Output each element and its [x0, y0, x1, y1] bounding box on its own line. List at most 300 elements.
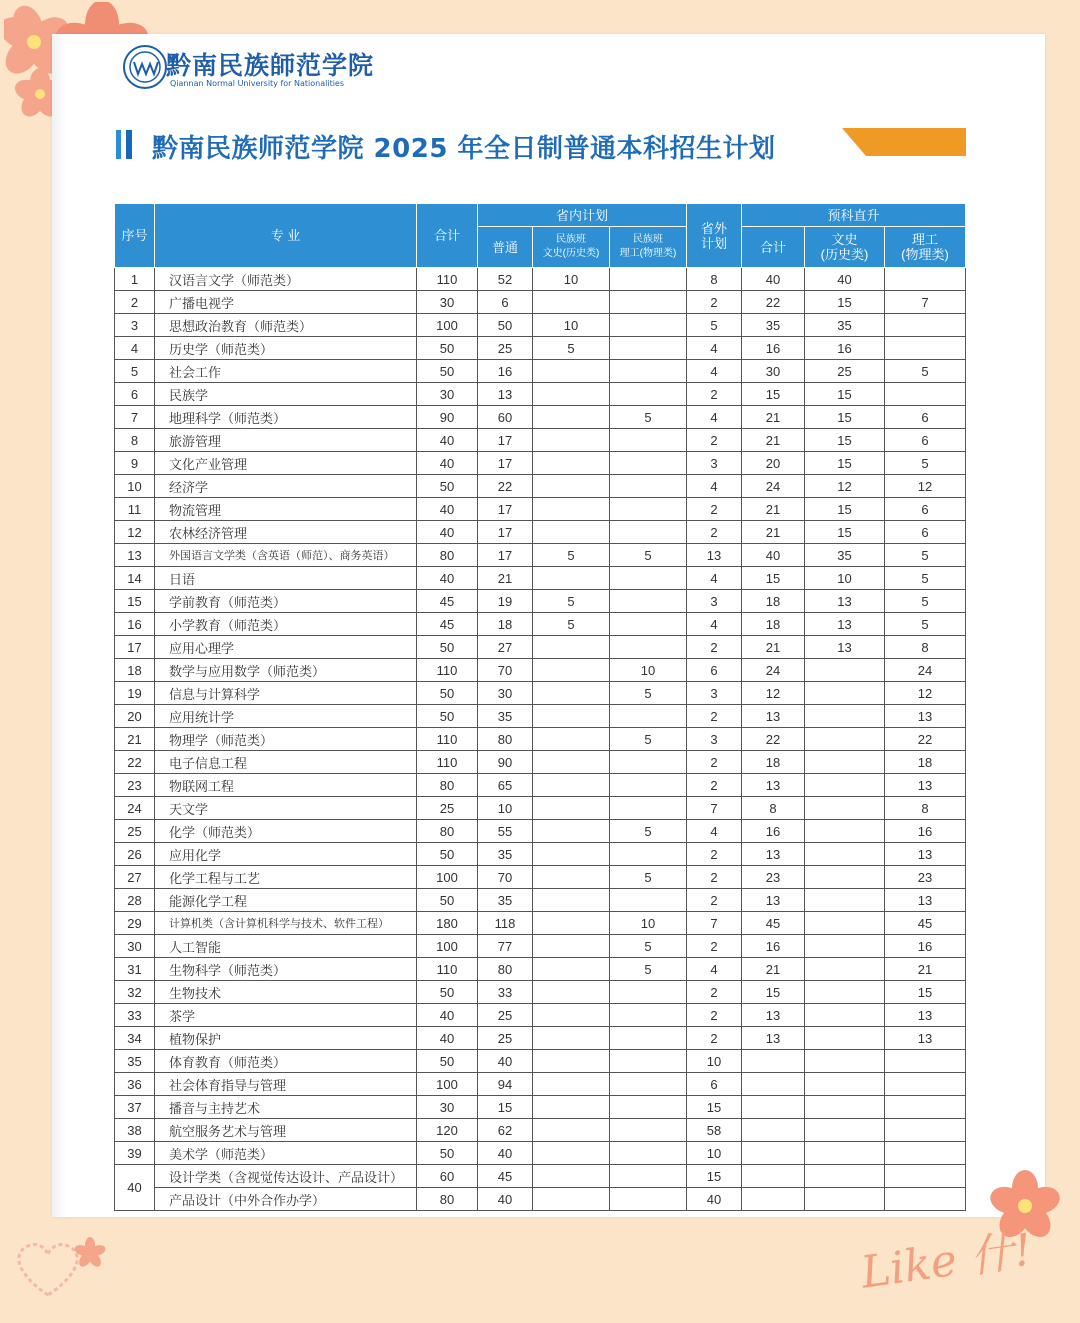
cell-sci [610, 1027, 687, 1050]
table-row [115, 820, 966, 843]
cell-pa [805, 958, 885, 981]
cell-ps [885, 1096, 966, 1119]
cell-seq: 38 [115, 1119, 155, 1142]
cell-major: 旅游管理 [155, 429, 417, 452]
cell-ps [885, 268, 966, 291]
cell-pt: 30 [742, 360, 805, 383]
cell-major: 航空服务艺术与管理 [155, 1119, 417, 1142]
cell-major: 社会体育指导与管理 [155, 1073, 417, 1096]
header-prep-arts-line2: (历史类) [820, 247, 869, 262]
cell-ps: 6 [885, 521, 966, 544]
cell-ps: 24 [885, 659, 966, 682]
cell-pt: 20 [742, 452, 805, 475]
cell-major: 社会工作 [155, 360, 417, 383]
cell-regular: 80 [478, 958, 533, 981]
cell-ps [885, 314, 966, 337]
cell-major: 地理科学（师范类） [155, 406, 417, 429]
table-row [115, 912, 966, 935]
cell-out: 4 [687, 820, 742, 843]
cell-regular: 40 [478, 1188, 533, 1211]
cell-out: 2 [687, 291, 742, 314]
cell-pa [805, 912, 885, 935]
cell-pt: 18 [742, 613, 805, 636]
cell-ps: 13 [885, 1004, 966, 1027]
cell-total: 50 [417, 682, 478, 705]
cell-ps: 5 [885, 590, 966, 613]
header-minzu-sci [610, 227, 687, 268]
cell-seq: 33 [115, 1004, 155, 1027]
cell-sci [610, 314, 687, 337]
cell-ps [885, 383, 966, 406]
cell-seq: 32 [115, 981, 155, 1004]
cell-seq: 8 [115, 429, 155, 452]
table-row [115, 498, 966, 521]
school-name-cn: 黔南民族師范学院 [166, 51, 375, 80]
cell-arts [533, 1119, 610, 1142]
cell-regular: 62 [478, 1119, 533, 1142]
enrollment-table [114, 203, 966, 1211]
cell-regular: 60 [478, 406, 533, 429]
cell-sci [610, 1096, 687, 1119]
cell-sci [610, 636, 687, 659]
cell-regular: 17 [478, 452, 533, 475]
cell-total: 60 [417, 1165, 478, 1188]
cell-out: 4 [687, 958, 742, 981]
table-row [115, 360, 966, 383]
cell-sci [610, 360, 687, 383]
cell-ps [885, 1142, 966, 1165]
cell-ps: 13 [885, 889, 966, 912]
table-row [115, 659, 966, 682]
cell-pa [805, 1188, 885, 1211]
cell-total: 80 [417, 774, 478, 797]
header-out-province-line1: 省外 [700, 220, 727, 236]
header-prep-arts-line1: 文史 [831, 232, 858, 247]
cell-pt [742, 1119, 805, 1142]
cell-regular: 40 [478, 1142, 533, 1165]
cell-total: 110 [417, 958, 478, 981]
table-row [115, 337, 966, 360]
cell-pa: 25 [805, 360, 885, 383]
cell-arts [533, 705, 610, 728]
cell-pa: 35 [805, 314, 885, 337]
cell-total: 50 [417, 636, 478, 659]
header-prep-sci-line2: (物理类) [901, 247, 949, 262]
cell-arts [533, 1050, 610, 1073]
cell-major: 外国语言文学类（含英语（师范）、商务英语） [155, 544, 417, 567]
cell-pt: 8 [742, 797, 805, 820]
cell-arts [533, 498, 610, 521]
cell-regular: 94 [478, 1073, 533, 1096]
table-row [115, 475, 966, 498]
cell-sci: 5 [610, 866, 687, 889]
cell-seq: 35 [115, 1050, 155, 1073]
cell-major: 体育教育（师范类） [155, 1050, 417, 1073]
cell-pa [805, 866, 885, 889]
cell-regular: 118 [478, 912, 533, 935]
cell-pa: 15 [805, 383, 885, 406]
cell-arts [533, 429, 610, 452]
cell-seq: 1 [115, 268, 155, 291]
cell-seq: 16 [115, 613, 155, 636]
table-row [115, 1188, 966, 1211]
cell-regular: 27 [478, 636, 533, 659]
cell-sci [610, 1165, 687, 1188]
table-row [115, 797, 966, 820]
cell-pt: 40 [742, 544, 805, 567]
cell-pa: 15 [805, 429, 885, 452]
cell-out: 2 [687, 429, 742, 452]
cell-sci [610, 337, 687, 360]
table-row [115, 751, 966, 774]
cell-sci [610, 383, 687, 406]
cell-major: 美术学（师范类） [155, 1142, 417, 1165]
cell-regular: 25 [478, 1027, 533, 1050]
cell-seq: 39 [115, 1142, 155, 1165]
cell-seq: 36 [115, 1073, 155, 1096]
cell-pt: 21 [742, 406, 805, 429]
cell-total: 50 [417, 475, 478, 498]
cell-arts [533, 1188, 610, 1211]
cell-major: 化学工程与工艺 [155, 866, 417, 889]
cell-seq: 12 [115, 521, 155, 544]
cell-total: 80 [417, 1188, 478, 1211]
cell-total: 40 [417, 567, 478, 590]
cell-total: 50 [417, 1050, 478, 1073]
title-marker [116, 130, 121, 159]
cell-sci [610, 705, 687, 728]
cell-pa [805, 1004, 885, 1027]
cell-major: 民族学 [155, 383, 417, 406]
cell-total: 40 [417, 498, 478, 521]
header-seq: 序号 [115, 204, 155, 268]
cell-total: 100 [417, 1073, 478, 1096]
cell-out: 2 [687, 383, 742, 406]
cell-seq: 21 [115, 728, 155, 751]
header-in-province: 省内计划 [478, 204, 687, 227]
table-body [115, 268, 966, 1211]
cell-pa: 13 [805, 613, 885, 636]
cell-regular: 52 [478, 268, 533, 291]
cell-arts [533, 452, 610, 475]
cell-major: 应用化学 [155, 843, 417, 866]
cell-out: 40 [687, 1188, 742, 1211]
header-minzu-sci-line2: 理工(物理类) [619, 248, 677, 259]
cell-pa [805, 843, 885, 866]
cell-major: 电子信息工程 [155, 751, 417, 774]
cell-sci [610, 475, 687, 498]
cell-seq: 2 [115, 291, 155, 314]
page-title: 黔南民族师范学院 2025 年全日制普通本科招生计划 [152, 134, 776, 164]
cell-regular: 65 [478, 774, 533, 797]
cell-ps [885, 337, 966, 360]
cell-pt: 15 [742, 383, 805, 406]
cell-major: 产品设计（中外合作办学） [155, 1188, 417, 1211]
cell-seq: 20 [115, 705, 155, 728]
cell-major: 日语 [155, 567, 417, 590]
cell-out: 15 [687, 1165, 742, 1188]
cell-out: 2 [687, 498, 742, 521]
cell-regular: 70 [478, 866, 533, 889]
cell-out: 58 [687, 1119, 742, 1142]
cell-pa: 12 [805, 475, 885, 498]
header-prep-total: 合计 [742, 227, 805, 268]
cell-sci: 5 [610, 820, 687, 843]
cell-pt: 24 [742, 475, 805, 498]
cell-major: 思想政治教育（师范类） [155, 314, 417, 337]
cell-ps: 5 [885, 544, 966, 567]
cell-major: 文化产业管理 [155, 452, 417, 475]
cell-pa: 35 [805, 544, 885, 567]
cell-pt: 45 [742, 912, 805, 935]
cell-pt: 22 [742, 728, 805, 751]
cell-total: 100 [417, 935, 478, 958]
cell-arts [533, 751, 610, 774]
cell-arts [533, 291, 610, 314]
heart-decoration-icon [8, 1225, 108, 1305]
cell-pt: 40 [742, 268, 805, 291]
cell-out: 10 [687, 1050, 742, 1073]
cell-major: 播音与主持艺术 [155, 1096, 417, 1119]
cell-pt: 13 [742, 1004, 805, 1027]
cell-arts [533, 1073, 610, 1096]
cell-out: 10 [687, 1142, 742, 1165]
cell-arts [533, 866, 610, 889]
cell-ps: 22 [885, 728, 966, 751]
table-row [115, 1073, 966, 1096]
cell-sci [610, 751, 687, 774]
cell-sci [610, 1050, 687, 1073]
header-minzu-sci-line1: 民族班 [633, 234, 663, 245]
cell-ps [885, 1119, 966, 1142]
header-out-province-line2: 计划 [700, 235, 727, 251]
table-row [115, 1050, 966, 1073]
cell-pt: 35 [742, 314, 805, 337]
cell-major: 茶学 [155, 1004, 417, 1027]
cell-out: 3 [687, 682, 742, 705]
table-row [115, 1027, 966, 1050]
cell-seq: 11 [115, 498, 155, 521]
cell-total: 40 [417, 452, 478, 475]
cell-out: 4 [687, 360, 742, 383]
header-prep-sci [885, 227, 966, 268]
document-page [52, 34, 1045, 1217]
table-row [115, 1096, 966, 1119]
table-row [115, 567, 966, 590]
cell-pa: 15 [805, 521, 885, 544]
cell-major: 物流管理 [155, 498, 417, 521]
cell-out: 3 [687, 452, 742, 475]
cell-pa [805, 981, 885, 1004]
like-stamp: Like 什! [857, 1224, 1036, 1299]
cell-sci [610, 268, 687, 291]
cell-pt: 13 [742, 705, 805, 728]
cell-ps: 6 [885, 406, 966, 429]
cell-total: 180 [417, 912, 478, 935]
table-row [115, 268, 966, 291]
cell-ps: 15 [885, 981, 966, 1004]
cell-regular: 17 [478, 544, 533, 567]
cell-total: 45 [417, 613, 478, 636]
cell-total: 50 [417, 705, 478, 728]
cell-out: 7 [687, 797, 742, 820]
cell-sci [610, 889, 687, 912]
cell-major: 生物技术 [155, 981, 417, 1004]
cell-pa [805, 1027, 885, 1050]
cell-pa: 15 [805, 498, 885, 521]
cell-seq: 14 [115, 567, 155, 590]
cell-regular: 70 [478, 659, 533, 682]
table-row [115, 705, 966, 728]
table-row [115, 774, 966, 797]
cell-seq: 4 [115, 337, 155, 360]
cell-out: 5 [687, 314, 742, 337]
cell-seq: 3 [115, 314, 155, 337]
cell-ps: 13 [885, 705, 966, 728]
cell-seq: 37 [115, 1096, 155, 1119]
cell-regular: 35 [478, 705, 533, 728]
cell-arts [533, 636, 610, 659]
cell-arts [533, 981, 610, 1004]
cell-sci: 5 [610, 544, 687, 567]
cell-arts [533, 406, 610, 429]
cell-seq: 34 [115, 1027, 155, 1050]
cell-pa: 13 [805, 636, 885, 659]
cell-sci [610, 774, 687, 797]
cell-sci: 5 [610, 935, 687, 958]
cell-total: 40 [417, 1004, 478, 1027]
cell-arts [533, 1096, 610, 1119]
cell-pa [805, 1050, 885, 1073]
cell-seq: 5 [115, 360, 155, 383]
cell-pa [805, 682, 885, 705]
cell-ps: 6 [885, 498, 966, 521]
cell-major: 应用统计学 [155, 705, 417, 728]
header-prep: 预科直升 [742, 204, 966, 227]
cell-arts [533, 521, 610, 544]
cell-out: 3 [687, 590, 742, 613]
cell-pt: 15 [742, 567, 805, 590]
cell-out: 2 [687, 705, 742, 728]
cell-major: 物联网工程 [155, 774, 417, 797]
cell-pa: 15 [805, 291, 885, 314]
cell-seq: 24 [115, 797, 155, 820]
cell-pt [742, 1073, 805, 1096]
cell-sci [610, 613, 687, 636]
table-row [115, 521, 966, 544]
cell-out: 4 [687, 337, 742, 360]
cell-regular: 25 [478, 1004, 533, 1027]
table-row [115, 682, 966, 705]
cell-major: 物理学（师范类） [155, 728, 417, 751]
cell-sci [610, 567, 687, 590]
cell-pa [805, 1119, 885, 1142]
cell-arts [533, 728, 610, 751]
cell-total: 110 [417, 268, 478, 291]
cell-seq: 40 [115, 1165, 155, 1211]
cell-regular: 50 [478, 314, 533, 337]
cell-arts [533, 797, 610, 820]
cell-regular: 16 [478, 360, 533, 383]
cell-pa [805, 1073, 885, 1096]
cell-arts: 10 [533, 268, 610, 291]
cell-seq: 9 [115, 452, 155, 475]
cell-out: 2 [687, 889, 742, 912]
cell-sci [610, 452, 687, 475]
cell-arts [533, 682, 610, 705]
cell-sci [610, 498, 687, 521]
cell-pa [805, 1165, 885, 1188]
table-row [115, 1142, 966, 1165]
cell-pa [805, 659, 885, 682]
cell-arts [533, 820, 610, 843]
table-row [115, 1119, 966, 1142]
cell-ps [885, 1050, 966, 1073]
cell-ps: 16 [885, 935, 966, 958]
cell-sci: 5 [610, 682, 687, 705]
cell-regular: 6 [478, 291, 533, 314]
cell-ps: 5 [885, 360, 966, 383]
cell-pt: 16 [742, 337, 805, 360]
cell-arts: 5 [533, 613, 610, 636]
cell-major: 天文学 [155, 797, 417, 820]
cell-pt: 18 [742, 751, 805, 774]
cell-pa: 15 [805, 406, 885, 429]
cell-major: 应用心理学 [155, 636, 417, 659]
cell-ps: 8 [885, 636, 966, 659]
cell-pt: 21 [742, 521, 805, 544]
cell-regular: 25 [478, 337, 533, 360]
cell-sci: 10 [610, 912, 687, 935]
cell-seq: 6 [115, 383, 155, 406]
cell-out: 15 [687, 1096, 742, 1119]
table-row [115, 889, 966, 912]
cell-seq: 30 [115, 935, 155, 958]
table-row [115, 452, 966, 475]
cell-out: 4 [687, 567, 742, 590]
cell-pt: 16 [742, 935, 805, 958]
cell-ps [885, 1073, 966, 1096]
header-out-province [687, 204, 742, 268]
page-edge [52, 34, 66, 1217]
cell-out: 6 [687, 659, 742, 682]
cell-regular: 30 [478, 682, 533, 705]
cell-total: 110 [417, 659, 478, 682]
cell-regular: 40 [478, 1050, 533, 1073]
cell-sci [610, 1119, 687, 1142]
cell-regular: 17 [478, 498, 533, 521]
cell-ps: 5 [885, 613, 966, 636]
cell-major: 汉语言文学（师范类） [155, 268, 417, 291]
cell-pa [805, 705, 885, 728]
cell-seq: 28 [115, 889, 155, 912]
table-row [115, 544, 966, 567]
cell-arts [533, 935, 610, 958]
cell-total: 40 [417, 521, 478, 544]
cell-major: 化学（师范类） [155, 820, 417, 843]
header-prep-sci-line1: 理工 [911, 232, 938, 247]
table-row [115, 935, 966, 958]
cell-major: 设计学类（含视觉传达设计、产品设计） [155, 1165, 417, 1188]
cell-major: 计算机类（含计算机科学与技术、软件工程） [155, 912, 417, 935]
cell-total: 80 [417, 820, 478, 843]
cell-regular: 80 [478, 728, 533, 751]
cell-seq: 26 [115, 843, 155, 866]
cell-arts [533, 889, 610, 912]
cell-arts [533, 1027, 610, 1050]
cell-pa: 15 [805, 452, 885, 475]
cell-out: 6 [687, 1073, 742, 1096]
